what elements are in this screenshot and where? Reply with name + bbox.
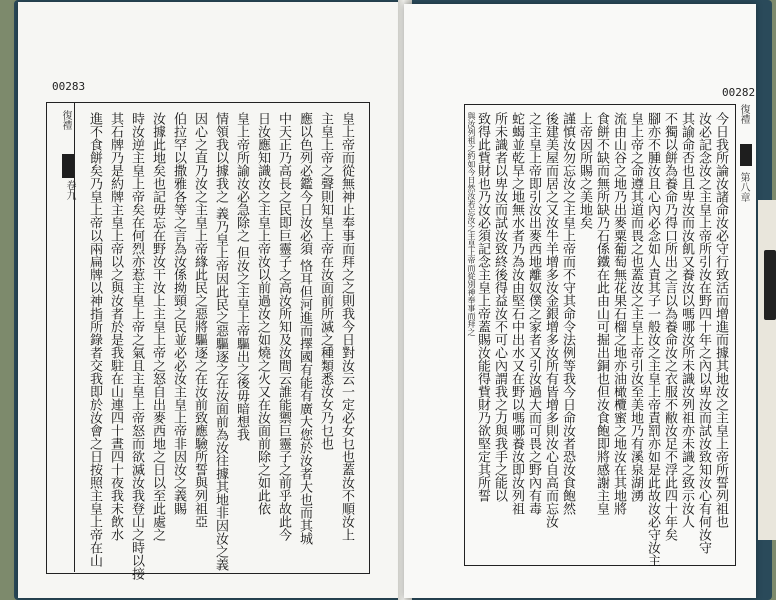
right-col-10: 謹慎汝勿忘汝之主皇上帝而不守其命令法例等我今日命汝者恐汝食飽然 bbox=[560, 112, 575, 515]
left-col-1: 皇上帝而從無神止奉事而拜之之則我今日對汝云一定必女乜也蓋汝不順汝上 bbox=[339, 112, 354, 541]
left-col-11: 時汝逆主皇上帝矣在何烈亦惹主皇上帝之氣且主皇上帝怒而欲滅汝我登山之時以接 bbox=[129, 112, 144, 580]
right-col-5: 腳亦不腫汝且心內必念如人責其子一般汝之主皇上帝責罰亦如是此故汝必守汝主 bbox=[645, 112, 660, 567]
right-col-2: 汝必記念汝之主皇上帝所引汝在野四十年之內以卑汝而試汝致知汝心有何汝守 bbox=[696, 112, 711, 554]
right-margin-block bbox=[740, 144, 752, 166]
left-col-12: 其石牌乃是約牌主皇上帝以之與汝者於是我駐在山連四十晝四十夜我未飲水 bbox=[108, 112, 123, 541]
left-page bbox=[18, 2, 407, 598]
left-margin-volume: 卷九 bbox=[64, 180, 75, 200]
right-col-6: 皇上帝之命遵其道而畏之也蓋汝之主皇上帝引汝至美地乃有溪泉湖湧 bbox=[628, 112, 643, 502]
right-col-14: 所未識者以卑汝而試汝致終後得益汝不可心內謂我之力與我手之能以 bbox=[492, 112, 507, 502]
left-col-9: 伯拉罕以撒雅各等之言為汝係拗頸之民並必必汝主皇上帝非因汝之義賜 bbox=[171, 112, 186, 515]
right-col-15: 致得此貲財也乃汝必須記念主皇上帝蓋賜汝能得貲財乃欲堅定其所誓 bbox=[475, 112, 490, 502]
right-col-16: 與汝列祖之約如今日然汝若忘汝之主皇上帝而從別神奉事而拜之 bbox=[467, 112, 476, 336]
right-col-4: 不獨以餅為養命乃得口所出之言以為養命汝之衣服不敝汝足不浮此四十年矣 bbox=[662, 112, 677, 541]
left-col-5: 日汝應知識汝之主皇上帝汝以前過汝之如燒之火又在汝面前除之如此依 bbox=[255, 112, 270, 515]
right-col-3: 其諭命否也且卑汝而汝飢又養汝以嗎哪汝所未識汝列祖亦未識之致示汝人 bbox=[679, 112, 694, 528]
left-col-10: 汝據此地矣也記毋忘在野汝干汝上主皇上帝之怒自出麥西地之日以至此處之 bbox=[150, 112, 165, 541]
right-col-13: 蛇蝎並乾旱之地無水者乃為汝由堅石中出水又在野以嗎哪養汝即汝列祖 bbox=[509, 112, 524, 515]
right-col-7: 流由山谷之地乃出麥粟葡萄無花果石榴之地亦油橄欖蜜之地汝在其地將 bbox=[611, 112, 626, 515]
right-col-12: 之主皇上帝即引汝出麥西地離奴僕之家者又引汝過大而可畏之野內有毒 bbox=[526, 112, 541, 515]
left-margin-block bbox=[62, 154, 74, 178]
right-chapter-label: 第八章 bbox=[738, 172, 749, 202]
right-page-number: 00282 bbox=[722, 86, 756, 99]
right-margin-title: 復禮 bbox=[738, 104, 749, 124]
left-col-2: 主皇上帝之聲則知皇上帝在汝面前所滅之種類悉汝女乃乜也 bbox=[318, 112, 333, 450]
right-col-9: 上帝因所賜之美地矣 bbox=[577, 112, 592, 229]
left-col-7: 情領我以據我之 義乃皇上帝因此民之惡驅逐之在汝面前為汝往據其地非因汝之義 bbox=[213, 112, 228, 572]
right-col-8: 食餅不缺而無所缺乃石係鐵在此由山可掘出銅也但汝食飽即將感謝主皇 bbox=[594, 112, 609, 515]
right-page bbox=[404, 4, 756, 598]
left-col-4: 中天正乃高長之民即巨靈子之高汝所知及汝間云誰能禦巨靈子之前乎故此今 bbox=[276, 112, 291, 541]
left-page-number: 00283 bbox=[52, 80, 86, 93]
left-col-13: 進不食餅矣乃皇上帝以兩扁牌以神指所錄者交我即於汝會之日按照主皇上帝在山 bbox=[87, 112, 102, 567]
left-margin-rule bbox=[74, 102, 75, 572]
right-col-11: 後建美屋而居之又汝牛羊增多汝金銀增多汝所有皆增多則汝心自高而忘汝 bbox=[543, 112, 558, 528]
right-col-1: 今日我所論汝諸命汝必守行致活而增進而據其地汝之主皇上帝所誓列祖也 bbox=[713, 112, 728, 528]
left-col-8: 因心之直乃汝之主皇上帝緣此民之惡將驅逐之在汝前致應驗所誓與列祖亞 bbox=[192, 112, 207, 528]
left-margin-title: 復禮 bbox=[60, 110, 71, 130]
bookmark-tab bbox=[764, 250, 776, 320]
left-col-3: 應以色列必鑑今日汝必須 恪耳但河進而擇國有能有廣大您於汝者大也而其城 bbox=[297, 112, 312, 546]
left-col-6: 皇上帝所諭汝必急除之 但汝之主皇上帝驅出之後毋暗想我 bbox=[234, 112, 249, 442]
